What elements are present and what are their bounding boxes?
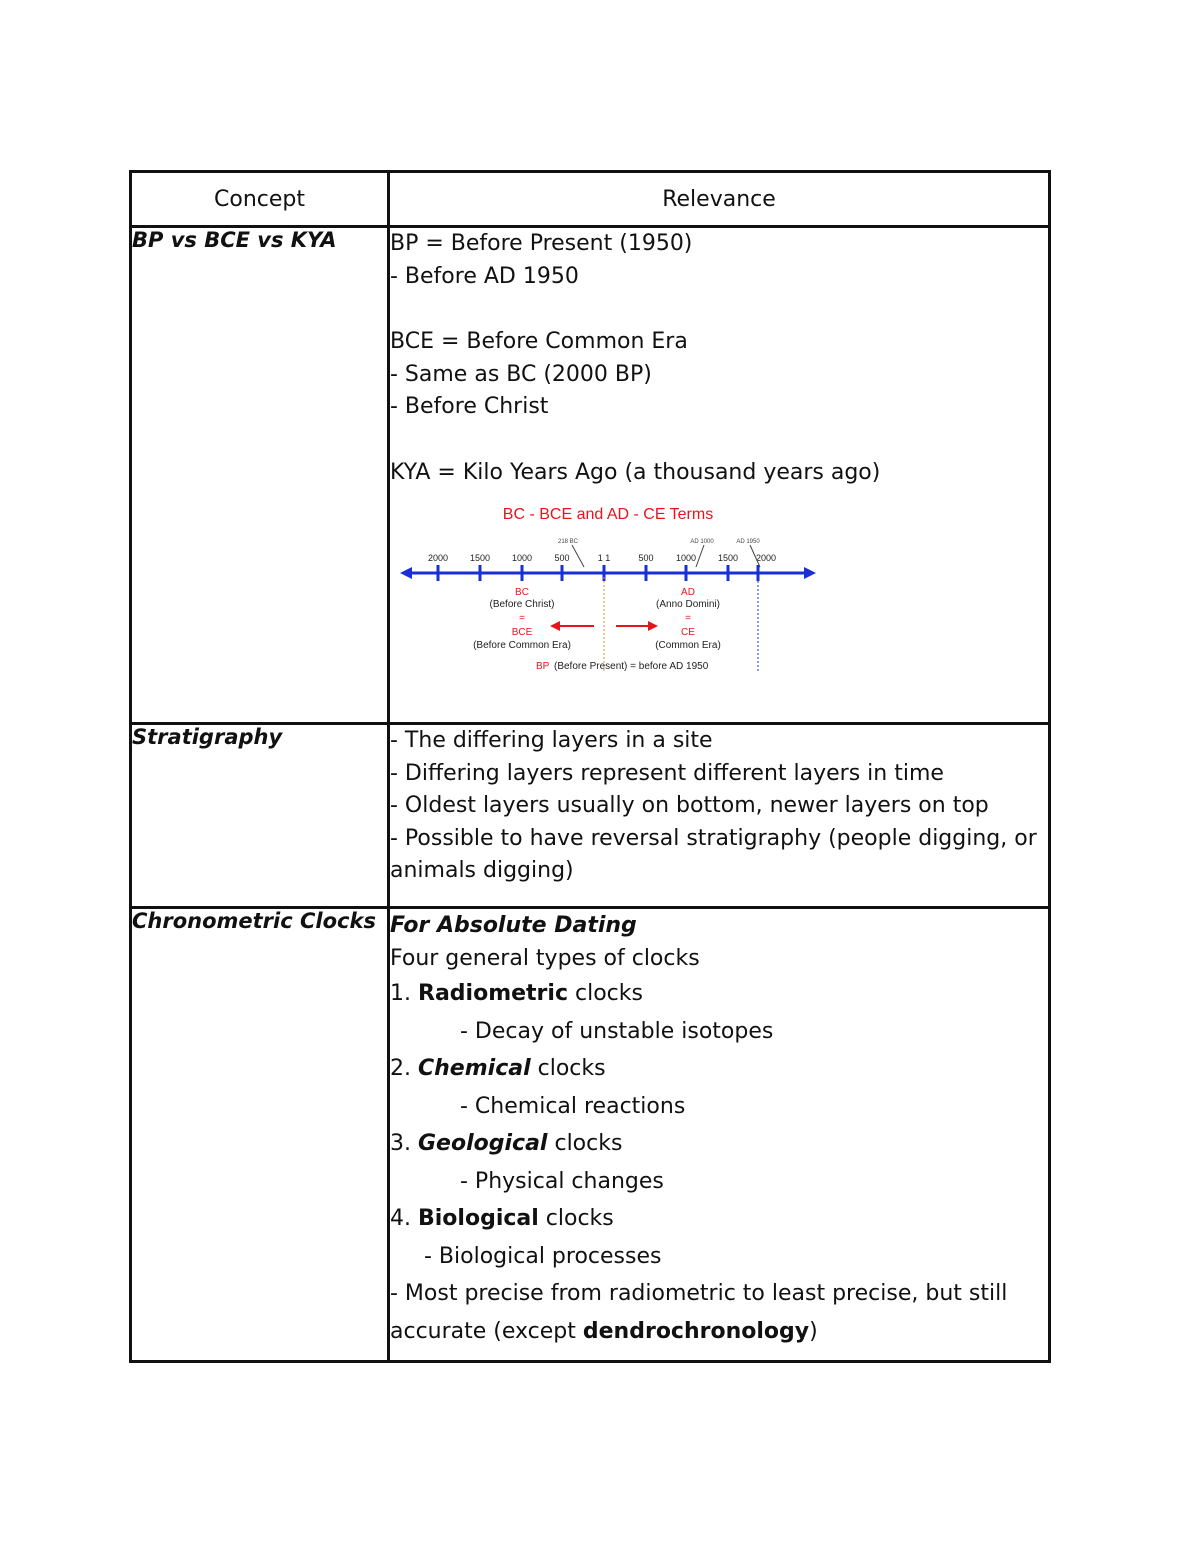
summary-line: - Most precise from radiometric to least precise, but still accurate (except dendrochronology) [390, 1281, 1008, 1344]
ad-full-label: (Anno Domini) [656, 599, 720, 610]
list-item-detail: - Physical changes [460, 1168, 664, 1194]
list-item: 1. Radiometric clocks [390, 981, 643, 1006]
text-line: BCE = Before Common Era [390, 329, 688, 354]
axis-arrow-right [804, 567, 816, 579]
bce-full-label: (Before Common Era) [473, 640, 571, 651]
tick-label: 500 [554, 553, 570, 563]
tick-label: 2000 [427, 553, 449, 563]
text-line: Four general types of clocks [390, 946, 700, 971]
clock-name: Biological [418, 1206, 539, 1231]
bce-label: BCE [511, 627, 533, 638]
relevance-header: Relevance [389, 172, 1050, 227]
list-item-detail: - Biological processes [424, 1243, 662, 1269]
marker-label: AD 1000 [690, 539, 714, 545]
tick-label: 2000 [755, 553, 777, 563]
table-row [131, 724, 1050, 908]
relevance-cell [389, 227, 1050, 724]
tick-label: 1 1 [597, 553, 611, 563]
concept-cell: Stratigraphy [131, 724, 389, 908]
list-item-detail: - Decay of unstable isotopes [460, 1018, 774, 1044]
tick-label: 500 [638, 553, 654, 563]
tick-label: 1500 [469, 553, 491, 563]
marker-label: AD 1950 [736, 539, 760, 545]
list-item: 2. Chemical clocks [390, 1056, 606, 1081]
arrow-left-head [550, 621, 560, 631]
concept-cell: Chronometric Clocks [131, 908, 389, 1362]
ad-label: AD [681, 587, 695, 598]
bp-definition: (Before Present) = before AD 1950 [554, 661, 709, 671]
list-item: 4. Biological clocks [390, 1206, 614, 1231]
notes-table [129, 170, 1051, 1363]
tick-label: 1000 [675, 553, 697, 563]
text-line: - Oldest layers usually on bottom, newer layers on top [390, 793, 989, 818]
tick-label: 1500 [717, 553, 739, 563]
arrow-right-head [648, 621, 658, 631]
equals-sign: = [519, 613, 525, 624]
clock-name: Chemical [418, 1056, 531, 1081]
axis-arrow-left [400, 567, 412, 579]
bc-label: BC [515, 587, 529, 598]
clock-name: Geological [418, 1131, 548, 1156]
text-line: - Same as BC (2000 BP) [390, 361, 652, 387]
relevance-cell [389, 908, 1050, 1362]
clock-name: Radiometric [418, 981, 568, 1006]
ce-full-label: (Common Era) [655, 640, 721, 651]
concept-header: Concept [131, 172, 389, 227]
ce-label: CE [681, 627, 695, 638]
subheading: For Absolute Dating [390, 913, 637, 938]
text-line: - Before AD 1950 [390, 263, 579, 289]
table-row [131, 227, 1050, 724]
text-line: BP = Before Present (1950) [390, 231, 693, 256]
list-item-detail: - Chemical reactions [460, 1093, 686, 1119]
relevance-cell [389, 724, 1050, 908]
text-line: - The differing layers in a site [390, 728, 713, 753]
bc-full-label: (Before Christ) [489, 599, 555, 610]
bp-label: BP [536, 661, 550, 671]
text-line: - Before Christ [390, 394, 549, 419]
diagram-title: BC - BCE and AD - CE Terms [502, 506, 714, 523]
list-item: 3. Geological clocks [390, 1131, 623, 1156]
table-row [131, 908, 1050, 1362]
concept-cell: BP vs BCE vs KYA [131, 227, 389, 724]
timeline-diagram [398, 501, 1048, 671]
tick-label: 1000 [511, 553, 533, 563]
header-row [131, 172, 1050, 227]
dendrochronology-term: dendrochronology [582, 1319, 810, 1344]
equals-sign: = [685, 613, 691, 624]
text-line: - Differing layers represent different layers in time [390, 760, 944, 786]
text-line: - Possible to have reversal stratigraphy (people digging, or animals digging) [390, 825, 1037, 883]
marker-label: 218 BC [557, 539, 579, 545]
text-line: KYA = Kilo Years Ago (a thousand years ago) [390, 459, 881, 485]
